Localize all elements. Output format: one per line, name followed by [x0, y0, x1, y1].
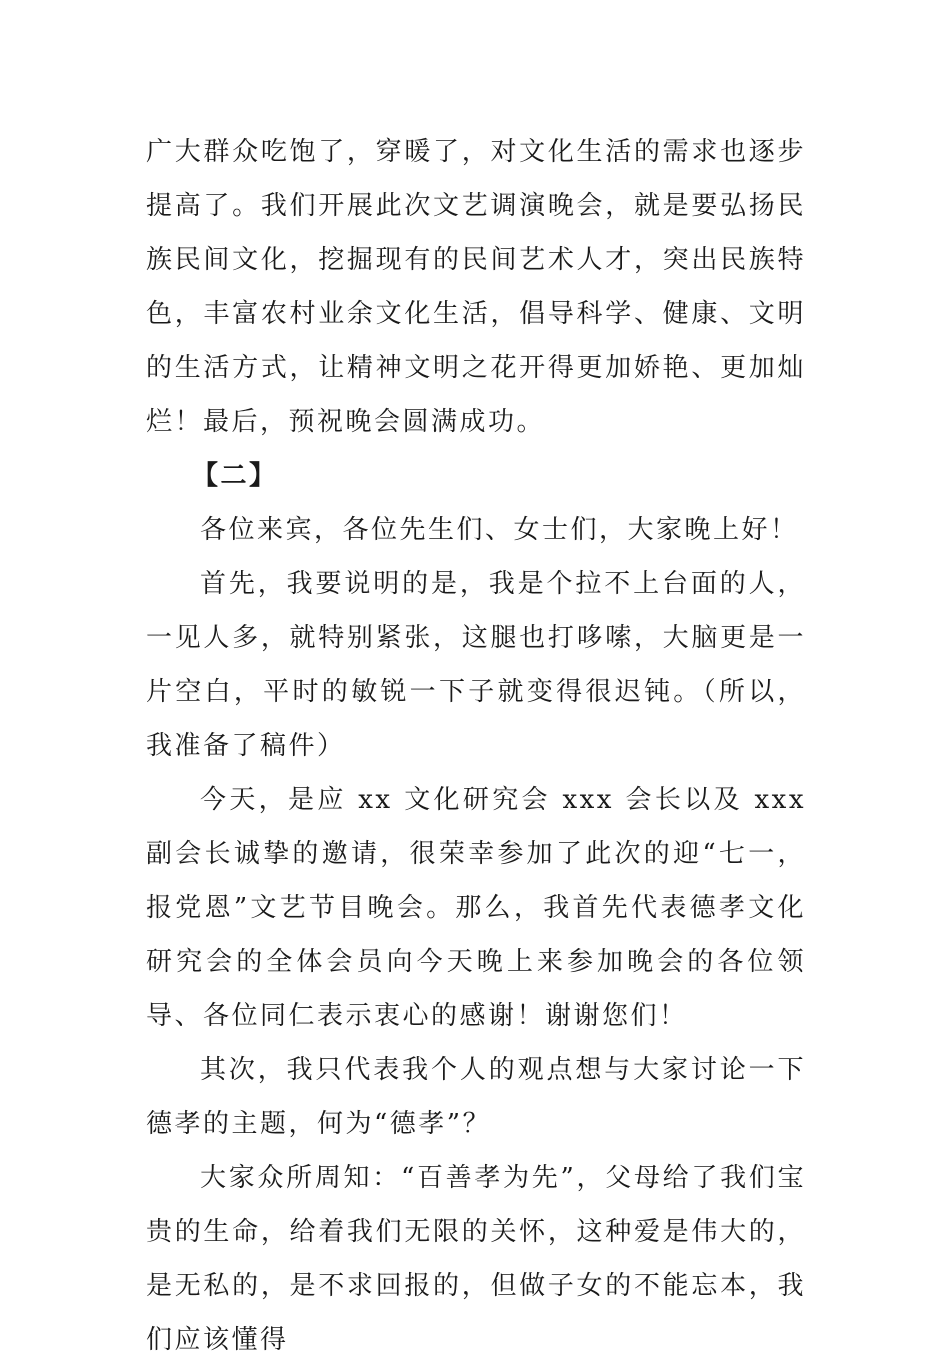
paragraph-thanks: 今天，是应 xx 文化研究会 xxx 会长以及 xxx 副会长诚挚的邀请，很荣幸参加了此次的迎“七一，报党恩”文艺节目晚会。那么，我首先代表德孝文化研究会的全体会员向今天晚上来参加晚会的各位领导、各位同仁表示衷心的感谢！谢谢您们！ [146, 785, 806, 1031]
section-heading: 【二】 [192, 461, 278, 491]
document-body [146, 125, 806, 1367]
paragraph-opening: 首先，我要说明的是，我是个拉不上台面的人，一见人多，就特别紧张，这腿也打哆嗦，大脑更是一片空白，平时的敏锐一下子就变得很迟钝。（所以，我准备了稿件） [146, 569, 806, 761]
paragraph-continuation: 广大群众吃饱了，穿暖了，对文化生活的需求也逐步提高了。我们开展此次文艺调演晚会，就是要弘扬民族民间文化，挖掘现有的民间艺术人才，突出民族特色，丰富农村业余文化生活，倡导科学、健康、文明的生活方式，让精神文明之花开得更加娇艳、更加灿烂！最后，预祝晚会圆满成功。 [146, 137, 806, 437]
paragraph-greeting: 各位来宾，各位先生们、女士们，大家晚上好！ [200, 515, 799, 545]
paragraph-topic: 其次，我只代表我个人的观点想与大家讨论一下德孝的主题，何为“德孝”？ [146, 1055, 806, 1139]
paragraph-filial-piety: 大家众所周知：“百善孝为先”，父母给了我们宝贵的生命，给着我们无限的关怀，这种爱是伟大的，是无私的，是不求回报的，但做子女的不能忘本，我们应该懂得 [146, 1163, 806, 1355]
